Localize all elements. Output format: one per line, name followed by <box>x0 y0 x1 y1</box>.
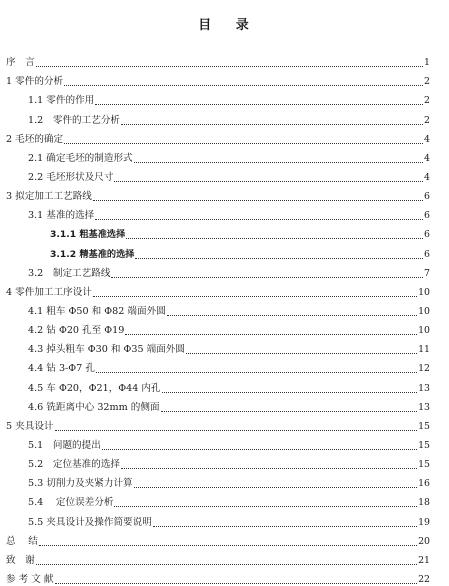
toc-entry[interactable] <box>6 261 430 280</box>
toc-entry[interactable] <box>6 69 430 88</box>
toc-entry-label: 4.5 车 Φ20，Φ21，Φ44 内孔 <box>28 382 161 394</box>
toc-entry-page-number: 16 <box>418 478 430 490</box>
toc-entry-label: 3.2 制定工艺路线 <box>28 267 111 279</box>
toc-entry-page-number: 6 <box>424 210 430 222</box>
dot-leader <box>121 467 417 469</box>
dot-leader <box>162 391 417 393</box>
dot-leader <box>114 505 417 507</box>
toc-entry-page-number: 21 <box>418 554 430 566</box>
toc-entry-label: 4.1 粗车 Φ50 和 Φ82 端面外圆 <box>28 305 166 317</box>
dot-leader <box>134 486 417 488</box>
toc-entry[interactable] <box>6 471 430 490</box>
toc-entry-page-number: 1 <box>424 57 430 69</box>
toc-entry[interactable] <box>6 490 430 509</box>
toc-entry-label: 2.2 毛坯形状及尺寸 <box>28 171 114 183</box>
toc-entry-label: 5.4 定位误差分析 <box>28 497 114 509</box>
toc-entry[interactable] <box>6 50 430 69</box>
toc-entry-label: 5.2 定位基准的选择 <box>28 459 121 471</box>
toc-entry-label: 5.3 切削力及夹紧力计算 <box>28 478 133 490</box>
dot-leader <box>36 563 417 565</box>
toc-entry-label: 2.1 确定毛坯的制造形式 <box>28 152 133 164</box>
dot-leader <box>93 295 417 297</box>
toc-entry[interactable] <box>6 548 430 567</box>
dot-leader <box>135 257 423 259</box>
dot-leader <box>125 333 417 335</box>
toc-entry-page-number: 22 <box>418 573 430 585</box>
toc-entry[interactable] <box>6 509 430 528</box>
toc-entry-label: 1 零件的分析 <box>6 76 64 88</box>
toc-entry-page-number: 6 <box>424 248 430 260</box>
toc-entry-label: 3.1.2 精基准的选择 <box>50 248 135 260</box>
toc-entry-page-number: 2 <box>424 95 430 107</box>
dot-leader <box>153 525 417 527</box>
toc-entry-page-number: 2 <box>424 114 430 126</box>
toc-entry-label: 参 考 文 献 <box>6 573 54 585</box>
toc-entry-page-number: 18 <box>418 497 430 509</box>
toc-entry-page-number: 12 <box>418 363 430 375</box>
dot-leader <box>134 161 423 163</box>
toc-title: 目 录 <box>198 18 259 33</box>
dot-leader <box>111 276 423 278</box>
toc-entry[interactable] <box>6 127 430 146</box>
toc-entry[interactable] <box>6 337 430 356</box>
toc-entry-page-number: 15 <box>418 420 430 432</box>
table-of-contents <box>6 50 430 586</box>
toc-entry-label: 4.2 钻 Φ20 孔至 Φ19 <box>28 325 125 337</box>
toc-entry-page-number: 10 <box>418 305 430 317</box>
toc-entry-label: 3.1 基准的选择 <box>28 210 95 222</box>
toc-entry-page-number: 4 <box>424 152 430 164</box>
toc-entry-page-number: 6 <box>424 191 430 203</box>
dot-leader <box>93 199 423 201</box>
dot-leader <box>95 103 423 105</box>
toc-entry-label: 5.5 夹具设计及操作简要说明 <box>28 516 152 528</box>
dot-leader <box>55 429 418 431</box>
dot-leader <box>114 180 423 182</box>
dot-leader <box>167 314 417 316</box>
toc-entry-page-number: 15 <box>418 459 430 471</box>
toc-entry-label: 4 零件加工工序设计 <box>6 286 92 298</box>
dot-leader <box>64 142 423 144</box>
toc-entry[interactable] <box>6 452 430 471</box>
dot-leader <box>64 84 423 86</box>
toc-entry-label: 序 言 <box>6 57 35 69</box>
dot-leader <box>96 371 417 373</box>
toc-entry-label: 4.6 铣距离中心 32mm 的侧面 <box>28 401 160 413</box>
dot-leader <box>95 218 423 220</box>
toc-entry-label: 致 谢 <box>6 554 35 566</box>
toc-entry-page-number: 10 <box>418 325 430 337</box>
toc-entry-label: 1.1 零件的作用 <box>28 95 95 107</box>
dot-leader <box>55 582 418 584</box>
toc-entry-page-number: 7 <box>424 267 430 279</box>
toc-entry-page-number: 2 <box>424 76 430 88</box>
dot-leader <box>126 237 423 239</box>
toc-entry-page-number: 13 <box>418 401 430 413</box>
toc-entry-label: 1.2 零件的工艺分析 <box>28 114 121 126</box>
toc-entry-page-number: 10 <box>418 286 430 298</box>
toc-entry-page-number: 19 <box>418 516 430 528</box>
toc-entry[interactable] <box>6 356 430 375</box>
toc-entry[interactable] <box>6 299 430 318</box>
toc-entry-page-number: 11 <box>418 344 430 356</box>
toc-entry[interactable] <box>6 203 430 222</box>
toc-entry[interactable] <box>6 88 430 107</box>
toc-entry[interactable] <box>6 222 430 241</box>
toc-entry[interactable] <box>6 165 430 184</box>
dot-leader <box>39 544 417 546</box>
toc-entry-label: 5 夹具设计 <box>6 420 54 432</box>
toc-entry-page-number: 6 <box>424 229 430 241</box>
toc-entry-page-number: 15 <box>418 439 430 451</box>
toc-entry-page-number: 13 <box>418 382 430 394</box>
toc-entry-page-number: 20 <box>418 535 430 547</box>
toc-entry[interactable] <box>6 241 430 260</box>
toc-entry[interactable] <box>6 433 430 452</box>
toc-entry[interactable] <box>6 107 430 126</box>
toc-entry-label: 3 拟定加工工艺路线 <box>6 191 92 203</box>
toc-entry-page-number: 4 <box>424 133 430 145</box>
toc-entry[interactable] <box>6 146 430 165</box>
toc-entry-label: 5.1 问题的提出 <box>28 439 101 451</box>
dot-leader <box>121 123 423 125</box>
dot-leader <box>36 65 423 67</box>
toc-entry-label: 3.1.1 粗基准选择 <box>50 229 126 241</box>
toc-entry-label: 4.3 掉头粗车 Φ30 和 Φ35 端面外圆 <box>28 344 185 356</box>
toc-entry[interactable] <box>6 567 430 586</box>
dot-leader <box>161 410 418 412</box>
toc-entry[interactable] <box>6 414 430 433</box>
toc-entry[interactable] <box>6 395 430 414</box>
toc-entry[interactable] <box>6 184 430 203</box>
toc-entry-label: 总 结 <box>6 535 38 547</box>
toc-entry[interactable] <box>6 280 430 299</box>
toc-entry[interactable] <box>6 375 430 394</box>
toc-entry-label: 2 毛坯的确定 <box>6 133 64 145</box>
dot-leader <box>186 352 417 354</box>
toc-entry-page-number: 4 <box>424 171 430 183</box>
toc-entry-label: 4.4 钻 3-Φ7 孔 <box>28 363 95 375</box>
toc-entry[interactable] <box>6 318 430 337</box>
toc-entry[interactable] <box>6 529 430 548</box>
dot-leader <box>102 448 417 450</box>
